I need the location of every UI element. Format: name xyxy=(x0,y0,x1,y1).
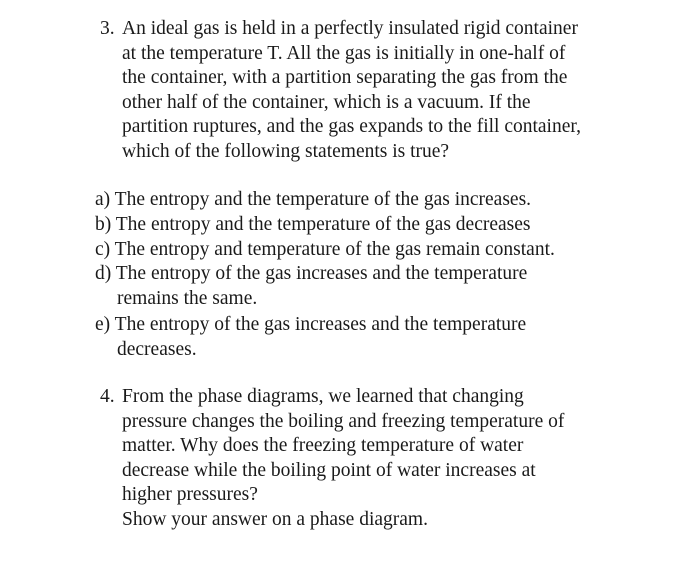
option-text-line: remains the same. xyxy=(117,287,258,309)
question-text-line: pressure changes the boiling and freezing temperature of xyxy=(122,410,565,432)
option-text-line: a) The entropy and the temperature of the gas increases. xyxy=(95,189,532,210)
question-4 xyxy=(100,385,660,535)
question-text-line: From the phase diagrams, we learned that changing xyxy=(122,386,524,407)
option-text-line: e) The entropy of the gas increases and the temperature xyxy=(95,314,527,335)
question-text-line: An ideal gas is held in a perfectly insulated rigid container xyxy=(122,18,578,39)
question-text-line: matter. Why does the freezing temperature of water xyxy=(122,435,524,457)
question-text-line: other half of the container, which is a vacuum. If the xyxy=(122,91,531,113)
question-text-line: partition ruptures, and the gas expands to the fill container, xyxy=(122,116,581,138)
option-text-line: decreases. xyxy=(117,338,197,360)
question-text-line: Show your answer on a phase diagram. xyxy=(122,509,428,530)
question-3 xyxy=(100,17,660,167)
question-text-line: the container, with a partition separating the gas from the xyxy=(122,67,568,89)
question-number: 3. xyxy=(100,18,115,39)
question-text-line: which of the following statements is true? xyxy=(122,141,450,162)
question-text-line: at the temperature T. All the gas is initially in one-half of xyxy=(122,42,566,64)
option-text-line: c) The entropy and temperature of the gas remain constant. xyxy=(95,239,555,260)
question-number: 4. xyxy=(100,386,115,407)
option-text-line: d) The entropy of the gas increases and the temperature xyxy=(95,263,528,284)
option-text-line: b) The entropy and the temperature of the gas decreases xyxy=(95,214,531,235)
question-text-line: decrease while the boiling point of water increases at xyxy=(122,459,536,481)
question-text-line: higher pressures? xyxy=(122,484,258,506)
